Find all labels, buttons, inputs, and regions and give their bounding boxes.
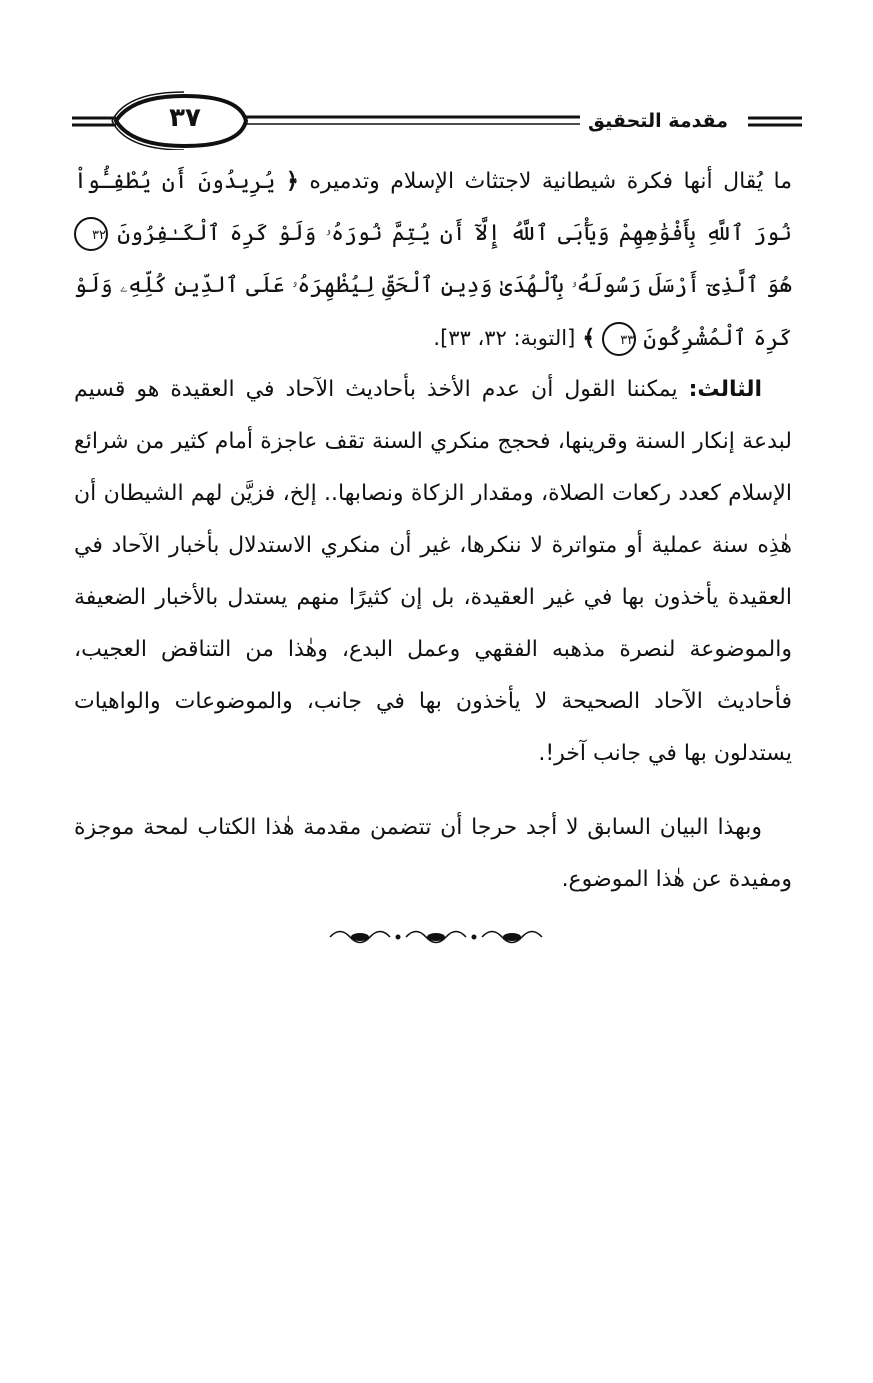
verse-number-marker: ٣٣ bbox=[602, 322, 636, 356]
intro-text: ما يُقال أنها فكرة شيطانية لاجتثاث الإسلام وتدميره bbox=[309, 169, 793, 194]
running-title: مقدمة التحقيق bbox=[580, 104, 736, 138]
paragraph-third-point bbox=[74, 364, 792, 780]
paragraph-lead-word: الثالث: bbox=[688, 377, 762, 402]
paragraph-text: يمكننا القول أن عدم الأخذ بأحاديث الآحاد في العقيدة هو قسيم لبدعة إنكار السنة وقرينها، فحجج منكري السنة تقف عاجزة أمام كثير من شرائع الإسلام كعدد ركعات الصلاة، ومقدار الزكاة ونصابها.. إلخ، فزيَّن لهم الشيطان أن هٰذِه سنة عملية أو متواترة لا ننكرها، غير أن منكري الاستدلال بأخبار الآحاد في العقيدة يأخذون بها في غير العقيدة، بل إن كثيرًا منهم يستدل بالأخبار الضعيفة والموضوعة لنصرة مذهبه الفقهي وعمل البدع، وهٰذا من التناقض العجيب، فأحاديث الآحاد الصحيحة لا يأخذون بها في جانب، والموضوعات والواهيات يستدلون بها في جانب آخر!. bbox=[74, 377, 792, 766]
paragraph-conclusion bbox=[74, 802, 792, 906]
verse-32-text: يُرِيدُونَ أَن يُطْفِـُٔواْ نُورَ ٱللَّهِ بِأَفْوَٰهِهِمْ وَيَأْبَى ٱللَّهُ إِلَّآ أَن يُتِمَّ نُورَهُۥ وَلَوْ كَرِهَ ٱلْكَـٰفِرُونَ bbox=[74, 169, 792, 246]
paragraph-quran-quote bbox=[74, 156, 792, 365]
quran-bracket-open: ﴿ bbox=[285, 169, 299, 194]
floral-divider-icon bbox=[326, 922, 546, 952]
page-number: ٣٧ bbox=[169, 103, 201, 133]
verse-33-text: هُوَ ٱلَّذِىٓ أَرْسَلَ رَسُولَهُۥ بِٱلْهُدَىٰ وَدِينِ ٱلْحَقِّ لِيُظْهِرَهُۥ عَلَى ٱلدِّينِ كُلِّهِۦ وَلَوْ كَرِهَ ٱلْمُشْرِكُونَ bbox=[74, 273, 792, 351]
verse-citation: [التوبة: ٣٢، ٣٣]. bbox=[433, 326, 576, 350]
paragraph-text: وبهذا البيان السابق لا أجد حرجا أن تتضمن مقدمة هٰذا الكتاب لمحة موجزة ومفيدة عن هٰذا الموضوع. bbox=[74, 815, 792, 892]
verse-number-marker: ٣٢ bbox=[74, 217, 108, 251]
page-header bbox=[72, 90, 802, 150]
quran-bracket-close: ﴾ bbox=[582, 326, 596, 351]
